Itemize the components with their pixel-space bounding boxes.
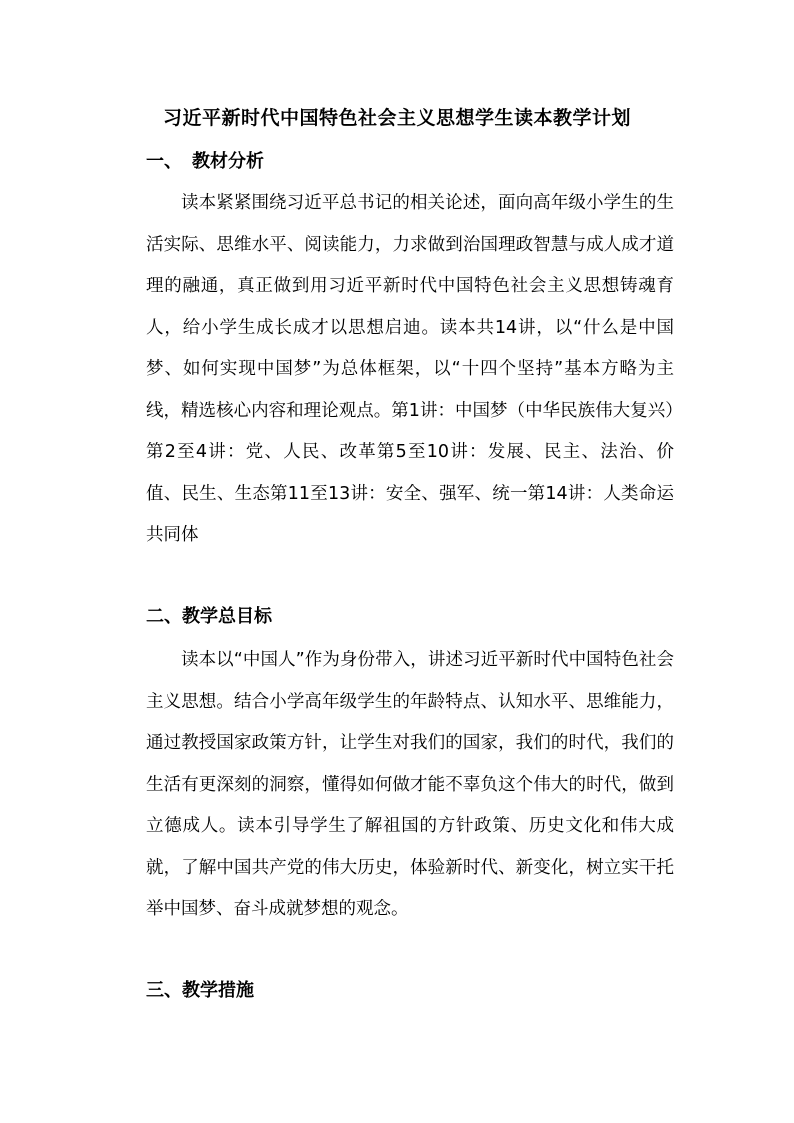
section-heading-text: 教学措施	[182, 980, 254, 1001]
section-heading-text: 教学总目标	[182, 606, 272, 627]
section-number: 二、	[146, 606, 182, 627]
section-heading-teaching-material-analysis	[146, 144, 264, 180]
section-number: 三、	[146, 980, 182, 1001]
section-paragraph-teaching-goals: 读本以“中国人”作为身份带入，讲述习近平新时代中国特色社会主义思想。结合小学高年级学生的年龄特点、认知水平、思维能力，通过教授国家政策方针，让学生对我们的国家，我们的时代，我们的生活有更深刻的洞察，懂得如何做才能不辜负这个伟大的时代，做到立德成人。读本引导学生了解祖国的方针政策、历史文化和伟大成就，了解中国共产党的伟大历史，体验新时代、新变化，树立实干托举中国梦、奋斗成就梦想的观念。	[146, 650, 674, 919]
document-title: 习近平新时代中国特色社会主义思想学生读本教学计划	[162, 107, 631, 129]
section-heading-teaching-goals	[146, 599, 272, 635]
section-paragraph-teaching-material-analysis: 读本紧紧围绕习近平总书记的相关论述，面向高年级小学生的生活实际、思维水平、阅读能力，力求做到治国理政智慧与成人成才道理的融通，真正做到用习近平新时代中国特色社会主义思想铸魂育人，给小学生成长成才以思想启迪。读本共14讲，以“什么是中国梦、如何实现中国梦”为总体框架，以“十四个坚持”基本方略为主线，精选核心内容和理论观点。第1讲：中国梦（中华民族伟大复兴）第2至4讲：党、人民、改革第5至10讲：发展、民主、法治、价值、民生、生态第11至13讲：安全、强军、统一第14讲：人类命运共同体	[146, 193, 674, 545]
section-number: 一、	[146, 151, 182, 172]
section-heading-teaching-measures	[146, 973, 254, 1009]
section-heading-text: 教材分析	[192, 151, 264, 172]
